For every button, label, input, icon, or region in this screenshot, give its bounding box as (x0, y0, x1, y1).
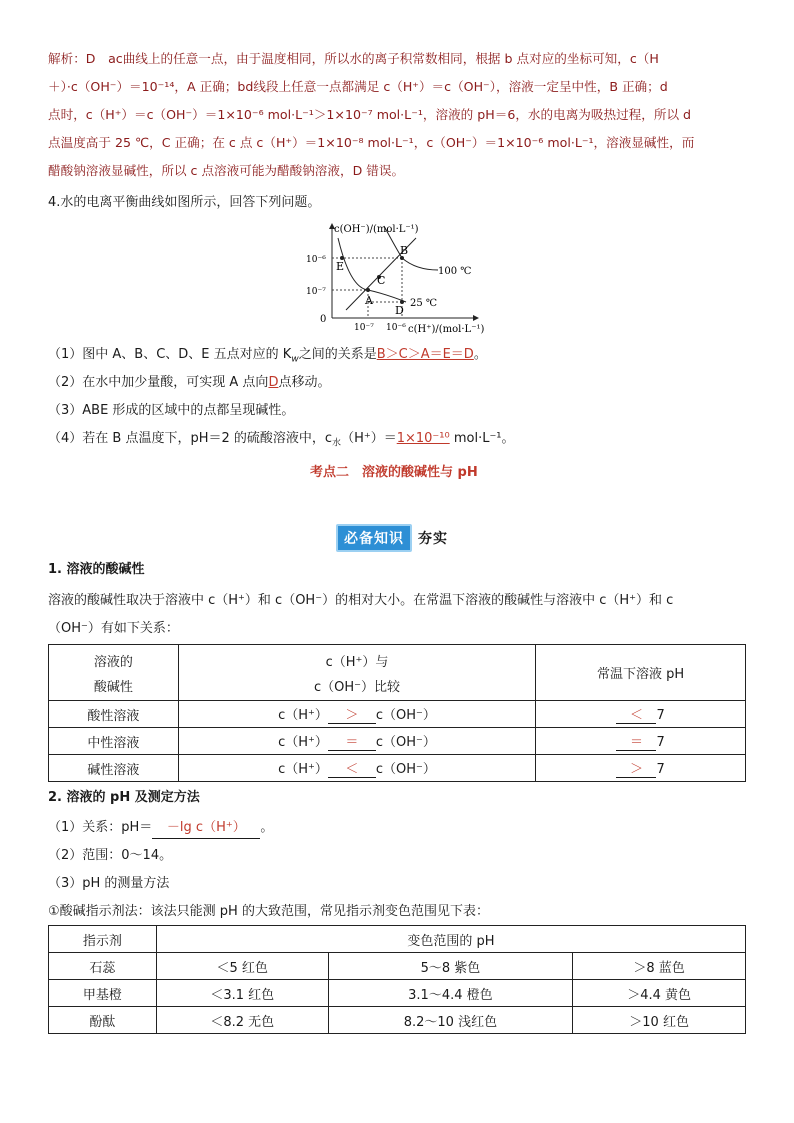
row-name: 酸性溶液 (49, 701, 179, 728)
range-mid: 3.1～4.4 橙色 (328, 980, 573, 1007)
part1-intro-2: （OH⁻）有如下关系： (48, 621, 179, 636)
q4-sub3: （3）ABE 形成的区域中的点都呈现碱性。 (48, 403, 295, 418)
knowledge-badge (336, 524, 448, 552)
range-mid: 5～8 紫色 (328, 953, 573, 980)
part2-range: （2）范围：0～14。 (48, 848, 173, 863)
y-tick-lo: 10⁻⁷ (306, 287, 326, 297)
range-low: ＜3.1 红色 (156, 980, 328, 1007)
range-high: ＞10 红色 (573, 1007, 746, 1034)
range-high: ＞4.4 黄色 (573, 980, 746, 1007)
range-mid: 8.2～10 浅红色 (328, 1007, 573, 1034)
table-row (49, 755, 746, 782)
ph-cell: ＞ 7 (536, 755, 746, 782)
point-a-label: A (365, 294, 373, 307)
indicator-name: 石蕊 (49, 953, 157, 980)
part2-heading: 2. 溶液的 pH 及测定方法 (48, 790, 200, 805)
badge-text: 夯实 (418, 531, 448, 547)
row-name: 中性溶液 (49, 728, 179, 755)
x-tick-lo: 10⁻⁷ (354, 323, 374, 333)
x-axis-label: c(H⁺)/(mol·L⁻¹) (408, 324, 485, 335)
answer-blank-2: D (268, 375, 279, 390)
point-c-label: C (377, 274, 386, 287)
indicator-name: 酚酞 (49, 1007, 157, 1034)
table-row (49, 701, 746, 728)
part1-heading: 1. 溶液的酸碱性 (48, 562, 145, 577)
point-d-label: D (395, 304, 404, 317)
point-e-label: E (336, 260, 345, 273)
point-b-label: B (400, 244, 409, 257)
part2-measure: （3）pH 的测量方法 (48, 876, 170, 891)
part2-relation: （1）关系：pH＝ －lg c（H⁺） 。 (48, 818, 273, 839)
q4-sub2: （2）在水中加少量酸，可实现 A 点向D点移动。 (48, 375, 331, 390)
analysis-line-3: 点时，c（H⁺）＝c（OH⁻）＝1×10⁻⁶ mol·L⁻¹＞1×10⁻⁷ mol·L⁻¹，溶液的 pH＝6，水的电离为吸热过程，所以 d (48, 107, 692, 122)
y-tick-hi: 10⁻⁶ (306, 255, 326, 265)
label-100c: 100 ℃ (438, 266, 472, 277)
y-axis-label: c(OH⁻)/(mol·L⁻¹) (334, 224, 419, 235)
compare-cell: c（H⁺） ＝ c（OH⁻） (178, 728, 535, 755)
analysis-line-2: ＋）·c（OH⁻）＝10⁻¹⁴，A 正确；bd线段上任意一点都满足 c（H⁺）＝c（OH⁻），溶液一定呈中性，B 正确；d (48, 79, 668, 94)
table-row (49, 953, 746, 980)
compare-cell: c（H⁺） ＜ c（OH⁻） (178, 755, 535, 782)
answer-blank-ph: －lg c（H⁺） (152, 818, 260, 839)
header-cell: 指示剂 (49, 926, 157, 953)
acid-base-table (48, 644, 746, 782)
table-row (49, 728, 746, 755)
analysis-line-4: 点温度高于 25 ℃，C 正确；在 c 点 c（H⁺）＝1×10⁻⁸ mol·L⁻¹，c（OH⁻）＝1×10⁻⁶ mol·L⁻¹，溶液显碱性，而 (48, 135, 695, 150)
range-low: ＜8.2 无色 (156, 1007, 328, 1034)
label-25c: 25 ℃ (410, 298, 438, 309)
indicator-name: 甲基橙 (49, 980, 157, 1007)
section-title: 考点二 溶液的酸碱性与 pH (310, 465, 478, 480)
q4-sub1: （1）图中 A、B、C、D、E 五点对应的 $K_w$之间的关系是B＞C＞A＝E＝D。 (48, 347, 487, 365)
header-cell: 溶液的 酸碱性 (49, 645, 179, 701)
badge-box: 必备知识 (336, 524, 412, 552)
origin-label: 0 (320, 314, 327, 325)
answer-blank-1: B＞C＞A＝E＝D (376, 347, 474, 362)
range-low: ＜5 红色 (156, 953, 328, 980)
q4-sub4: （4）若在 B 点温度下，pH＝2 的硫酸溶液中，$c_水(H^+)=1\times 10^{-10}$ mol·L⁻¹。 (48, 431, 515, 449)
part1-intro-1: 溶液的酸碱性取决于溶液中 c（H⁺）和 c（OH⁻）的相对大小。在常温下溶液的酸碱性与溶液中 c（H⁺）和 c (48, 593, 674, 608)
range-high: ＞8 蓝色 (573, 953, 746, 980)
indicator-table (48, 925, 746, 1034)
table-header-row (49, 926, 746, 953)
header-cell: 常温下溶液 pH (536, 645, 746, 701)
analysis-line-1: 解析：D ac曲线上的任意一点，由于温度相同，所以水的离子积常数相同，根据 b 点对应的坐标可知，c（H (48, 51, 659, 66)
row-name: 碱性溶液 (49, 755, 179, 782)
x-tick-hi: 10⁻⁶ (386, 323, 406, 333)
analysis-line-5: 醋酸钠溶液显碱性，所以 c 点溶液可能为醋酸钠溶液，D 错误。 (48, 163, 405, 178)
ionization-curve-graph (296, 218, 496, 340)
answer-blank-4: 1×10⁻¹⁰ (396, 431, 450, 446)
q4-stem: 4.水的电离平衡曲线如图所示，回答下列问题。 (48, 195, 321, 210)
part2-indicator: ①酸碱指示剂法：该法只能测 pH 的大致范围，常见指示剂变色范围见下表： (48, 904, 489, 919)
header-cell: 变色范围的 pH (156, 926, 745, 953)
table-header-row (49, 645, 746, 701)
ph-cell: ＝ 7 (536, 728, 746, 755)
table-row (49, 980, 746, 1007)
header-cell: c（H⁺）与 c（OH⁻）比较 (178, 645, 535, 701)
compare-cell: c（H⁺） ＞ c（OH⁻） (178, 701, 535, 728)
table-row (49, 1007, 746, 1034)
point-a-dot (366, 288, 370, 292)
ph-cell: ＜ 7 (536, 701, 746, 728)
